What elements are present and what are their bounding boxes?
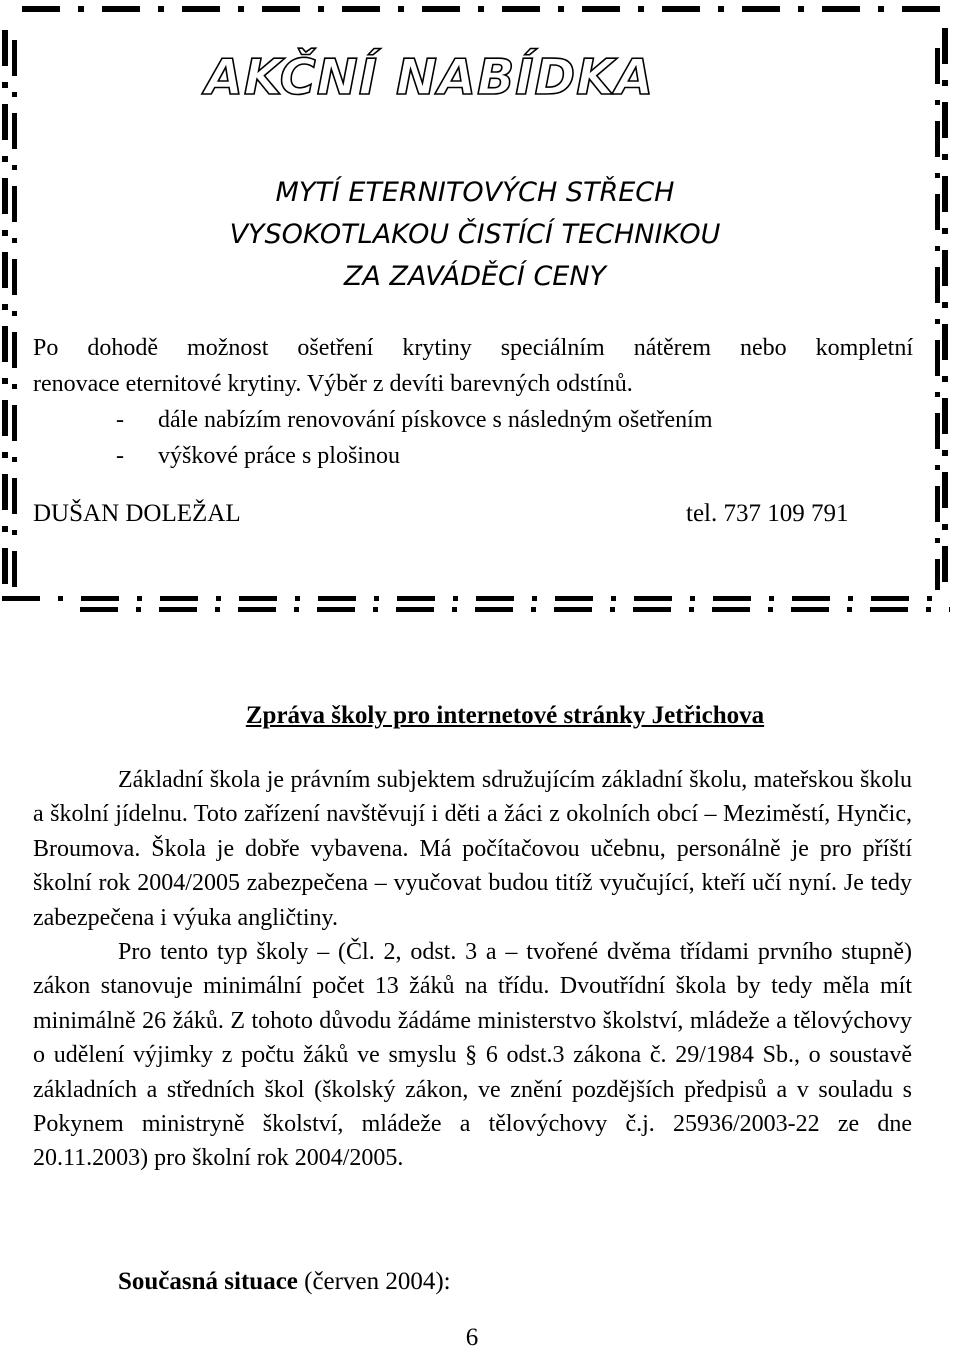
contact-name: DUŠAN DOLEŽAL [33,500,241,527]
ad-headline [60,172,890,298]
situation-heading [118,1264,451,1300]
report-paragraph: Základní škola je právním subjektem sdružujícím základní školu, mateřskou školu a školní jídelnu. Toto zařízení navštěvují i děti a žáci z okolních obcí – Meziměstí, Hynčic, Broumova. Škola je dobře vybavena. Má počítačovou učebnu, personálně je pro příští školní rok 2004/2005 zabezpečena – vyučovat budou titíž vyučující, kteří učí nyní. Je tedy zabezpečena i výuka angličtiny. [33,767,912,931]
situation-date: (červen 2004): [297,1268,451,1295]
ad-headline-line: VYSOKOTLAKOU ČISTÍCÍ TECHNIKOU [229,219,721,250]
report-title: Zpráva školy pro internetové stránky Jetřichova [245,702,765,729]
ad-headline-line: MYTÍ ETERNITOVÝCH STŘECH [275,177,675,208]
contact-phone: tel. 737 109 791 [686,500,849,527]
bullet-text: dále nabízím renovování pískovce s následným ošetřením [158,407,713,433]
ad-bullet-item [33,438,913,474]
ad-paragraph-line: renovace eternitové krytiny. Výběr z devíti barevných odstínů. [33,371,633,397]
ad-paragraph-line: Po dohodě možnost ošetření krytiny speciálním nátěrem nebo kompletní [33,335,913,361]
bullet-dash: - [116,443,124,469]
report-paragraph: Pro tento typ školy – (Čl. 2, odst. 3 a – tvořené dvěma třídami prvního stupně) zákon stanovuje minimální počet 13 žáků na třídu. Dvoutřídní škola by tedy měla mít minimálně 26 žáků. Z tohoto důvodu žádáme ministerstvo školství, mládeže a tělovýchovy o udělení výjimky z počtu žáků ve smyslu § 6 odst.3 zákona č. 29/1984 Sb., o soustavě základních a středních škol (školský zákon, ve znění pozdějších předpisů a v souladu s Pokynem ministryně školství, mládeže a tělovýchovy č.j. 25936/2003-22 ze dne 20.11.2003) pro školní rok 2004/2005. [33,939,912,1172]
report-body [33,763,912,1176]
bullet-text: výškové práce s plošinou [158,443,400,469]
ad-offer-text [33,330,913,474]
page-number: 6 [465,1324,479,1351]
ad-headline-line: ZA ZAVÁDĚCÍ CENY [343,261,607,292]
bullet-dash: - [116,407,124,433]
situation-label: Současná situace [118,1268,298,1295]
ad-bullet-item [33,402,913,438]
ad-title: AKČNÍ NABÍDKA [205,49,655,106]
